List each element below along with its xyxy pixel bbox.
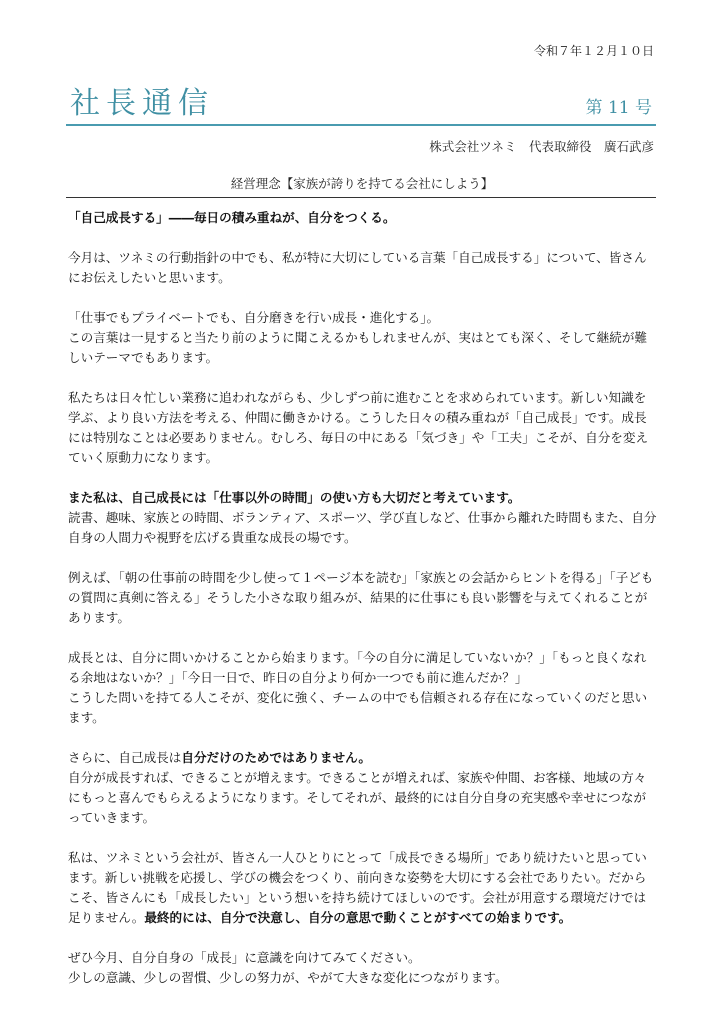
author-line: 株式会社ツネミ 代表取締役 廣石武彦	[429, 139, 654, 154]
paragraph-closing	[68, 948, 658, 988]
company-vision-emphasis: 最終的には、自分で決意し、自分の意思で動くことがすべての始まりです。	[144, 910, 572, 925]
paragraph-questions	[68, 648, 658, 728]
outside-work-emphasis: 自己成長には「仕事以外の時間」の使い方も大切だと考えています。	[130, 490, 521, 505]
not-only-self-emphasis: 自分だけのためではありません。	[181, 750, 372, 765]
paragraph-daily-growth: 私たちは日々忙しい業務に追われながらも、少しずつ前に進むことを求められています。新しい知識を学ぶ、より良い方法を考える、仲間に働きかける。こうした日々の積み重ねが「自己成長」です。成長には特別なことは必要ありません。むしろ、毎日の中にある「気づき」や「工夫」こそが、自分を変えていく原動力になります。	[68, 390, 649, 465]
closing-line-2: 少しの意識、少しの習慣、少しの努力が、やがて大きな変化につながります。	[68, 970, 508, 985]
paragraph-not-only-self	[68, 748, 658, 828]
paragraph-company-vision	[68, 848, 658, 928]
outside-work-detail: 読書、趣味、家族との時間、ボランティア、スポーツ、学び直しなど、仕事から離れた時間もまた、自分自身の人間力や視野を広げる貴重な成長の場です。	[68, 510, 657, 545]
paragraph-quote	[68, 308, 658, 368]
header-divider	[66, 197, 656, 198]
title-divider	[66, 124, 656, 126]
article-headline: 「自己成長する」――毎日の積み重ねが、自分をつくる。	[68, 210, 396, 225]
paragraph-outside-work	[68, 488, 658, 548]
closing-line-1: ぜひ今月、自分自身の「成長」に意識を向けてみてください。	[68, 950, 421, 965]
not-only-self-detail: 自分が成長すれば、できることが増えます。できることが増えれば、家族や仲間、お客様、地域の方々にもっと喜んでもらえるようになります。そしてそれが、最終的には自分自身の充実感や幸せにつながっていきます。	[68, 770, 647, 825]
issue-number: 第 11 号	[585, 98, 652, 118]
questions-conclusion: こうした問いを持てる人こそが、変化に強く、チームの中でも信頼される存在になっていくのだと思います。	[68, 690, 648, 725]
management-philosophy: 経営理念【家族が誇りを持てる会社にしよう】	[230, 176, 494, 191]
issue-date: 令和７年１２月１０日	[533, 44, 654, 58]
newsletter-title: 社長通信	[70, 86, 214, 121]
paragraph-intro: 今月は、ツネミの行動指針の中でも、私が特に大切にしている言葉「自己成長する」について、皆さんにお伝えしたいと思います。	[68, 250, 647, 285]
not-only-self-prefix: さらに、自己成長は	[68, 750, 182, 765]
paragraph-examples: 例えば、「朝の仕事前の時間を少し使って１ページ本を読む」「家族との会話からヒントを得る」「子どもの質問に真剣に答える」そうした小さな取り組みが、結果的に仕事にも良い影響を与えてくれることがあります。	[68, 570, 654, 625]
questions-line: 成長とは、自分に問いかけることから始まります。「今の自分に満足していないか？」「もっと良くなれる余地はないか？」「今日一日で、昨日の自分より何か一つでも前に進んだか？」	[68, 650, 647, 685]
outside-work-prefix: また私は、	[68, 490, 131, 505]
company-vision-text: 私は、ツネミという会社が、皆さん一人ひとりにとって「成長できる場所」であり続けたいと思っています。新しい挑戦を応援し、学びの機会をつくり、前向きな姿勢を大切にする会社でありたい。だからこそ、皆さんにも「成長したい」という想いを持ち続けてほしいのです。会社が用意する環境だけでは足りません。	[68, 850, 647, 925]
article-body	[68, 208, 658, 1008]
quote-line: 「仕事でもプライベートでも、自分磨きを行い成長・進化する」。	[68, 310, 440, 325]
quote-explanation: この言葉は一見すると当たり前のように聞こえるかもしれませんが、実はとても深く、そして継続が難しいテーマでもあります。	[68, 330, 648, 365]
